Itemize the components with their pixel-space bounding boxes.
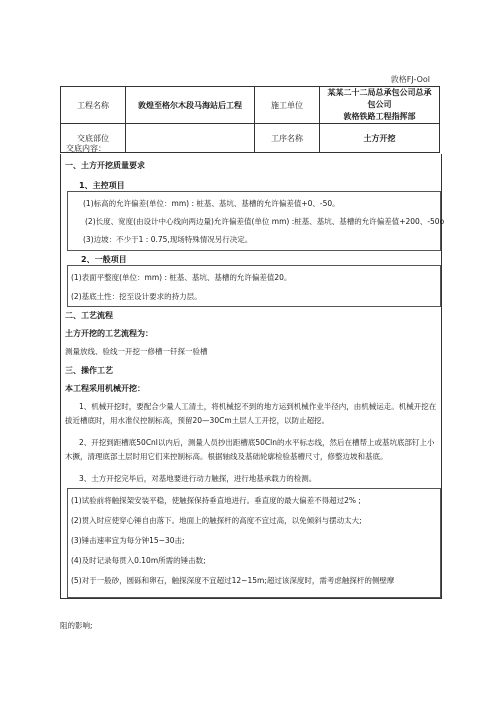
construction-label: 施工单位 — [255, 87, 320, 124]
probing-step-5: (5)对于一般砂，圆砾和卵石，触探深度不宜超过12~15m;超过该深度时，需考虑触探杆的侧壁摩 — [71, 576, 395, 585]
project-value: 敦煌至格尔木段马海站后工程 — [126, 87, 255, 124]
flow-steps: 测量放线、验线一开挖一修槽一钎探一验槽 — [65, 347, 208, 356]
section-1-1-heading: 1、主控项目 — [79, 181, 125, 190]
process-value: 土方开挖 — [320, 124, 440, 153]
section-2-heading: 二、工艺流程 — [65, 311, 113, 320]
probing-step-1: (1)试验前将触探架安装平稳，使触探保持垂直地进行。垂直度的最大偏差不得超过2% ; — [71, 496, 361, 505]
probing-step-3: (3)锤击速率宜为每分钟15~30击; — [71, 536, 185, 545]
header-table — [60, 86, 440, 153]
process-label: 工序名称 — [255, 124, 320, 153]
construction-value-line-2: 敦格铁路工程指挥部 — [343, 112, 416, 121]
probing-step-2: (2)贯入时应使穿心锤自由落下。地面上的触探杆的高度不宜过高，以免倾斜与摆动太大; — [71, 516, 362, 525]
content-frame — [60, 154, 445, 599]
section-1-2-heading: 2、一般项目 — [81, 255, 127, 264]
item-soil: (2)基底土性：挖至设计要求的持力层。 — [71, 292, 202, 301]
handover-content-label: 交底内容： — [66, 144, 106, 153]
paragraph-elevation-control: 2、开挖到距槽底50Cnl以内后，测量人员抄出距槽底50Cln的水平标志线，然后在槽帮上或基坑底部钉上小木撅，清理底部土层时用它们来控制标高。根据轴线及基础轮廓检验基槽尺寸，修整边坡和基底。 — [65, 438, 435, 461]
section-3-heading: 三、操作工艺 — [65, 366, 113, 375]
header-row-1 — [61, 87, 440, 124]
paragraph-machine-excavation: 1、机械开挖时，要配合少量人工清土，将机械挖不到的地方运到机械作业半径内，由机械运走。机械开挖在拔近槽底时，用水准仪控制标高，预留20—30Cm土层人工开挖，以防止超挖。 — [65, 402, 437, 425]
construction-value — [320, 87, 440, 124]
paragraph-probing: 3、土方开挖完毕后，对基地要进行动力触探，进行地基承载力的检测。 — [79, 474, 317, 483]
project-label: 工程名称 — [61, 87, 126, 124]
header-row-2 — [61, 124, 440, 153]
item-slope: (3)边坡：不少于1 : 0.75,现场特殊情况另行决定。 — [83, 235, 253, 244]
item-flatness: (1)表面平整度(单位：mm) : 桩基、基坑、基槽的允许偏差值20。 — [71, 273, 292, 282]
item-length-width: (2)长度、宽度(由设计中心线向两边量)允许偏差值(单位 mm) :桩基、基坑、基槽的允许偏差值+200、-50o — [85, 217, 445, 226]
handover-label: 交底部位 — [61, 124, 126, 153]
flow-title: 土方开挖的工艺流程为： — [65, 329, 153, 338]
document-code: 敦格FJ-Ool — [390, 75, 430, 84]
section-1-heading: 一、土方开挖质量要求 — [65, 161, 145, 170]
trailing-text: 阻的影响; — [60, 621, 93, 630]
probing-step-4: (4)及时记录每贯入0.10m所需的锤击数; — [71, 556, 206, 565]
item-elevation: (1)标高的允许偏差(单位：mm) : 桩基、基坑、基槽的允许偏差值+0、-50。 — [83, 199, 340, 208]
excavation-title: 本工程采用机械开挖： — [65, 384, 145, 393]
construction-value-line-1: 某某二十二局总承包公司总承包公司 — [327, 88, 432, 109]
handover-value — [126, 124, 255, 153]
